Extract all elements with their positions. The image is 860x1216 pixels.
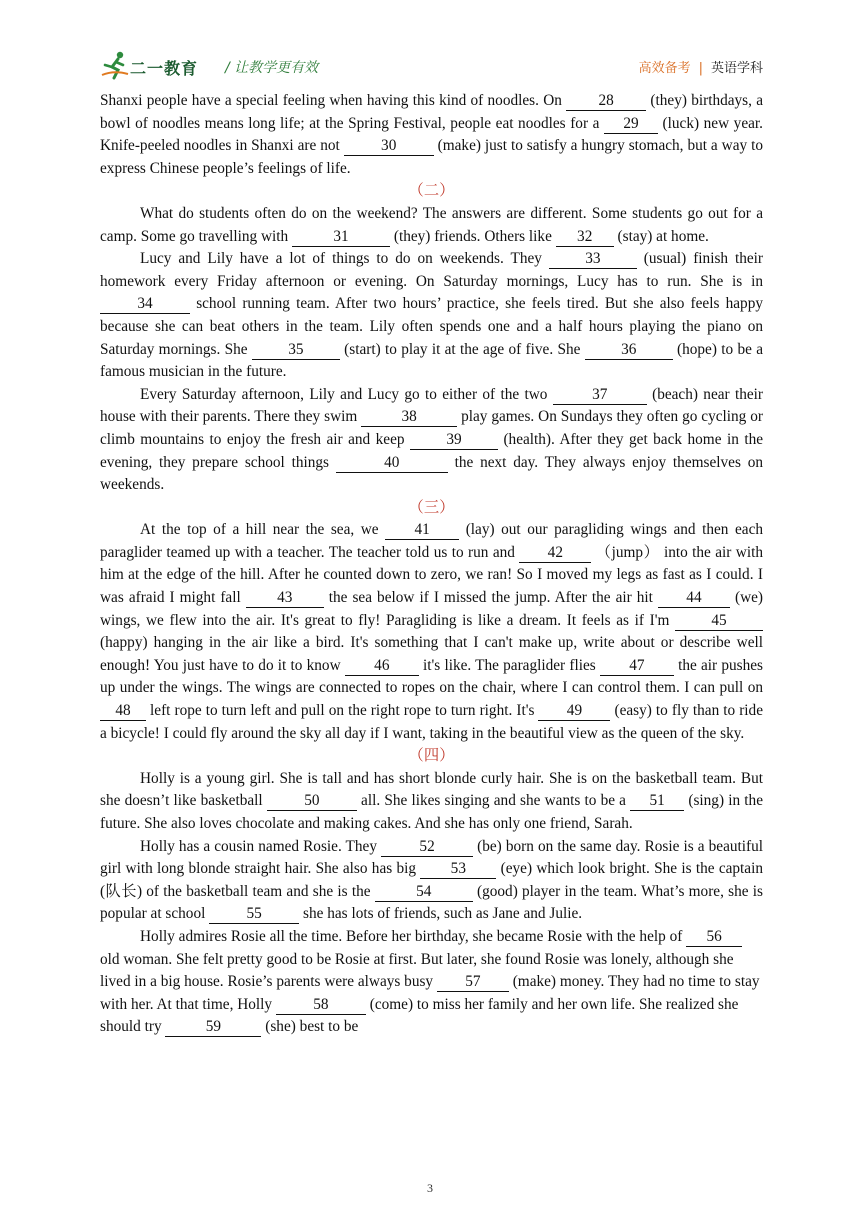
blank-38[interactable]: 38 (361, 408, 457, 427)
text-run: play games. On Sundays they often go cycling or climb mountains to enjoy the fresh air and keep (100, 408, 763, 448)
text-run: Holly admires Rosie all the time. Before her birthday, she became Rosie with the help of (140, 927, 687, 945)
text-run: (she) best to be (261, 1018, 359, 1036)
page-header (100, 44, 763, 80)
blank-28[interactable]: 28 (566, 92, 646, 111)
text-run: （jump） into the air with him at the edge of the hill. After he counted down to zero, we ran! So I moved my legs as fast as I could. I was afraid I might fall (100, 543, 763, 607)
blank-48[interactable]: 48 (100, 702, 146, 721)
passage-paragraph (100, 519, 763, 745)
blank-46[interactable]: 46 (345, 657, 419, 676)
blank-55[interactable]: 55 (209, 905, 299, 924)
blank-42[interactable]: 42 (519, 544, 591, 563)
text-run: (start) to play it at the age of five. She (339, 340, 585, 358)
blank-56[interactable]: 56 (686, 928, 742, 947)
blank-54[interactable]: 54 (375, 883, 473, 902)
blank-35[interactable]: 35 (252, 341, 340, 360)
text-run: (make) just to satisfy a hungry stomach, but a way to express Chinese people’s feelings of life. (100, 137, 763, 177)
text-run: (good) player in the team. What’s more, she is popular at school (100, 882, 763, 923)
blank-29[interactable]: 29 (604, 115, 658, 134)
blank-49[interactable]: 49 (538, 702, 610, 721)
text-run: (stay) at home. (613, 227, 709, 245)
passage-paragraph (100, 384, 763, 497)
text-run: (they) friends. Others like (390, 227, 556, 245)
header-tag: 高效备考 (638, 61, 691, 76)
text-run: (come) to miss her family and her own life. She realized she should try (100, 995, 739, 1036)
section-heading-4: （四） (408, 747, 455, 765)
blank-58[interactable]: 58 (276, 996, 366, 1015)
header-separator: | (698, 61, 703, 76)
text-run: What do students often do on the weekend? The answers are different. Some students go out for a camp. Some go travelling with (100, 204, 763, 245)
passage-paragraph (100, 836, 763, 926)
passage-paragraph (100, 926, 763, 1039)
page-number: 3 (427, 1181, 433, 1195)
text-run: Lucy and Lily have a lot of things to do on weekends. They (140, 250, 549, 268)
text-run: Shanxi people have a special feeling when having this kind of noodles. On (100, 92, 567, 109)
text-run: (be) born on the same day. Rosie is a beautiful girl with long blonde straight hair. She also has big (100, 837, 764, 878)
passage-paragraph (100, 203, 763, 248)
text-run: (we) wings, we flew into the air. It's great to fly! Paragliding is like a dream. It feels as if I'm (100, 589, 764, 629)
blank-52[interactable]: 52 (381, 838, 473, 857)
blank-36[interactable]: 36 (585, 341, 673, 360)
blank-51[interactable]: 51 (630, 792, 684, 811)
text-run: (beach) near their house with their parents. There they swim (100, 385, 763, 426)
blank-47[interactable]: 47 (600, 657, 674, 676)
header-subject: 英语学科 (710, 61, 763, 76)
text-run: school running team. After two hours’ practice, she feels tired. But she also feels happy because she can beat others in the team. Lily often spends one and a half hours playing the piano on Saturday mornings. She (100, 295, 763, 358)
brand-name: 二一教育 (130, 59, 199, 78)
text-run: Every Saturday afternoon, Lily and Lucy go to either of the two (140, 385, 553, 403)
text-run: At the top of a hill near the sea, we (140, 521, 386, 539)
text-run: (hope) to be a famous musician in the future. (100, 340, 763, 381)
text-run: (usual) finish their homework every Friday afternoon or evening. On Saturday mornings, Lucy has to run. She is in (100, 250, 764, 290)
text-run: (make) money. They had no time to stay with her. At that time, Holly (100, 973, 760, 1013)
text-run: she has lots of friends, such as Jane and Julie. (299, 905, 583, 923)
blank-53[interactable]: 53 (420, 860, 496, 879)
passage-paragraph (100, 90, 763, 180)
text-run: (easy) to fly than to ride a bicycle! I could fly around the sky all day if I want, taking in the beautiful view as the queen of the sky. (100, 702, 763, 742)
text-run: Holly is a young girl. She is tall and has short blonde curly hair. She is on the basketball team. But she doesn’t like basketball (100, 769, 763, 810)
blank-57[interactable]: 57 (437, 973, 509, 992)
text-run: all. She likes singing and she wants to be a (356, 792, 631, 810)
text-run: the air pushes up under the wings. The wings are connected to ropes on the chair, where I can control them. I can pull on (100, 656, 763, 697)
text-run: left rope to turn left and pull on the right rope to turn right. It's (146, 702, 539, 720)
text-run: (lay) out our paragliding wings and then each paraglider teamed up with a teacher. The teacher told us to run and (100, 521, 764, 561)
blank-50[interactable]: 50 (267, 792, 357, 811)
blank-34[interactable]: 34 (100, 295, 190, 314)
worksheet-content (100, 90, 763, 1039)
blank-32[interactable]: 32 (556, 228, 614, 247)
passage-paragraph (100, 248, 763, 384)
text-run: (eye) which look bright. She is the captain (队长) of the basketball team and she is the (100, 860, 763, 900)
blank-43[interactable]: 43 (246, 589, 324, 608)
blank-45[interactable]: 45 (675, 612, 763, 631)
section-heading-2: （二） (408, 182, 455, 200)
blank-41[interactable]: 41 (385, 521, 459, 540)
blank-39[interactable]: 39 (410, 431, 498, 450)
blank-44[interactable]: 44 (658, 589, 730, 608)
text-run: (they) birthdays, a bowl of noodles means long life; at the Spring Festival, people eat noodles for a (100, 92, 764, 132)
brand-slogan: / 让教学更有效 (225, 60, 319, 76)
text-run: it's like. The paraglider flies (418, 656, 600, 674)
blank-31[interactable]: 31 (292, 228, 390, 247)
text-run: the next day. They always enjoy themselves on weekends. (100, 453, 763, 494)
text-run: the sea below if I missed the jump. After the air hit (323, 589, 658, 607)
text-run: old woman. She felt pretty good to be Rosie at first. But later, she found Rosie was lonely, although she lived in a big house. Rosie’s parents were always busy (100, 950, 734, 991)
text-run: (health). After they get back home in the evening, they prepare school things (100, 430, 764, 471)
section-heading-3: （三） (408, 498, 455, 516)
text-run: Holly has a cousin named Rosie. They (140, 837, 382, 855)
blank-40[interactable]: 40 (336, 454, 448, 473)
blank-30[interactable]: 30 (344, 137, 434, 156)
text-run: (sing) in the future. She also loves chocolate and making cakes. And she has only one friend, Sarah. (100, 792, 763, 832)
runner-logo-icon (100, 50, 130, 80)
blank-37[interactable]: 37 (553, 386, 647, 405)
text-run: (happy) hanging in the air like a bird. It's something that I can't make up, write about or describe well enough! You just have to do it to know (100, 634, 763, 674)
blank-59[interactable]: 59 (165, 1018, 261, 1037)
blank-33[interactable]: 33 (549, 250, 637, 269)
text-run: (luck) new year. Knife-peeled noodles in Shanxi are not (100, 114, 763, 155)
passage-paragraph (100, 768, 763, 836)
header-right (639, 57, 763, 76)
